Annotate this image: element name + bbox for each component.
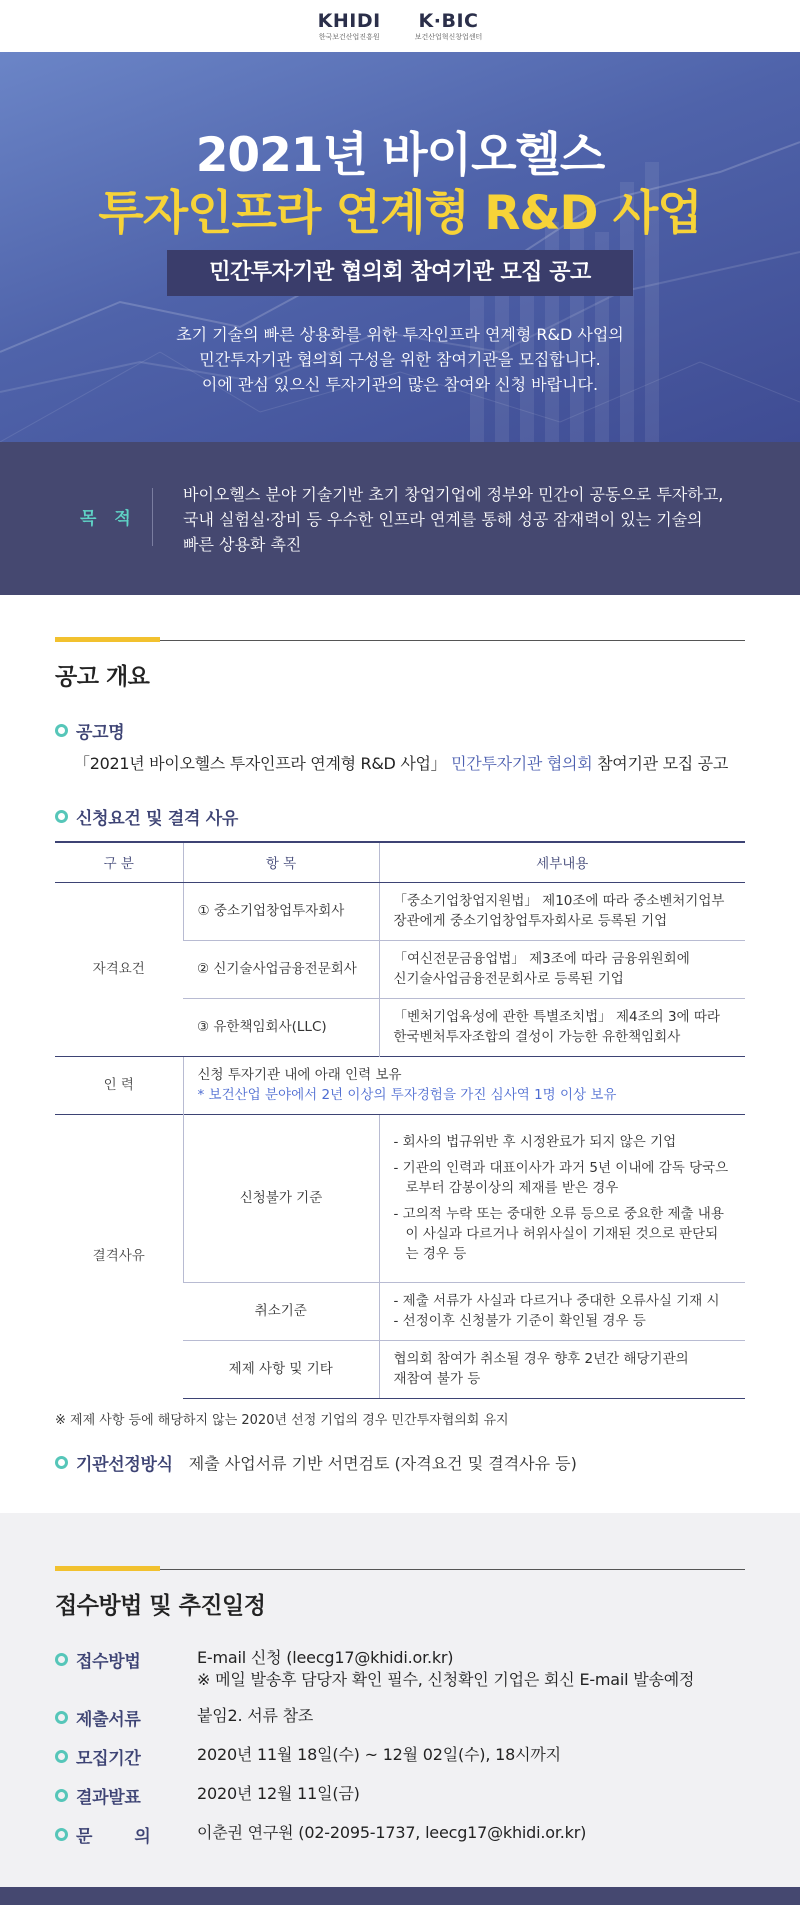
circle-bullet-icon bbox=[55, 1828, 68, 1841]
circle-bullet-icon bbox=[55, 810, 68, 823]
purpose-text-line: 국내 실험실·장비 등 우수한 인프라 연계를 통해 성공 잠재력이 있는 기술의 bbox=[183, 510, 703, 529]
hero-subtitle-banner: 민간투자기관 협의회 참여기관 모집 공고 bbox=[167, 250, 633, 296]
staff-detail bbox=[183, 1056, 745, 1114]
ineligible-label: 신청불가 기준 bbox=[183, 1114, 379, 1282]
notice-name-text bbox=[74, 751, 745, 774]
table-header-row bbox=[55, 842, 745, 882]
selection-method-row bbox=[55, 1450, 745, 1475]
schedule-row-documents bbox=[55, 1705, 745, 1730]
schedule-value bbox=[197, 1647, 694, 1691]
schedule-value-line: 이춘권 연구원 (02-2095-1737, leecg17@khidi.or.kr) bbox=[197, 1822, 587, 1842]
overview-title: 공고 개요 bbox=[55, 664, 150, 690]
table-header-detail: 세부내용 bbox=[379, 842, 745, 882]
requirements-heading bbox=[55, 804, 745, 829]
staff-detail-note: * 보건산업 분야에서 2년 이상의 투자경험을 가진 심사역 1명 이상 보유 bbox=[197, 1087, 617, 1103]
section-accent-bar bbox=[55, 637, 160, 642]
kbic-logo-mark: K·BIC bbox=[418, 9, 479, 32]
schedule-label bbox=[55, 1647, 197, 1672]
schedule-value-line: E-mail 신청 (leecg17@khidi.or.kr) bbox=[197, 1647, 454, 1667]
qual-detail-line: 신기술사업금융전문회사로 등록된 기업 bbox=[393, 971, 624, 987]
schedule-label-text: 제출서류 bbox=[76, 1709, 141, 1730]
hero-description-line: 민간투자기관 협의회 구성을 위한 참여기관을 모집합니다. bbox=[199, 350, 601, 369]
khidi-logo bbox=[317, 9, 381, 41]
requirements-heading-text: 신청요건 및 결격 사유 bbox=[76, 809, 238, 829]
qual-item: ① 중소기업창업투자회사 bbox=[183, 882, 379, 940]
cancel-detail bbox=[379, 1282, 745, 1340]
qual-detail bbox=[379, 998, 745, 1056]
circle-bullet-icon bbox=[55, 1653, 68, 1666]
hero-title-line1: 2021년 바이오헬스 bbox=[195, 128, 605, 183]
requirements-table bbox=[55, 841, 745, 1399]
schedule-label-text: 문 의 bbox=[76, 1826, 169, 1847]
schedule-label-text: 접수방법 bbox=[76, 1651, 141, 1672]
schedule-value-line: ※ 메일 발송후 담당자 확인 필수, 신청확인 기업은 회신 E-mail 발송예정 bbox=[197, 1669, 695, 1689]
notice-name-post: 참여기관 모집 공고 bbox=[597, 754, 728, 773]
staff-label: 인 력 bbox=[55, 1056, 183, 1114]
hero-description bbox=[0, 322, 800, 397]
circle-bullet-icon bbox=[55, 1711, 68, 1724]
purpose-text-line: 빠른 상용화 촉진 bbox=[183, 535, 302, 554]
hero-banner bbox=[0, 52, 800, 442]
qual-detail-line: 「중소기업창업지원법」 제10조에 따라 중소벤처기업부 bbox=[393, 893, 725, 909]
qual-detail bbox=[379, 882, 745, 940]
purpose-band bbox=[0, 442, 800, 595]
list-item: - 회사의 법규위반 후 시정완료가 되지 않은 기업 bbox=[393, 1134, 677, 1150]
qual-detail-line: 「벤처기업육성에 관한 특별조치법」 제4조의 3에 따라 bbox=[393, 1009, 720, 1025]
list-item: - 선정이후 신청불가 기준이 확인될 경우 등 bbox=[393, 1313, 646, 1329]
qual-item: ② 신기술사업금융전문회사 bbox=[183, 940, 379, 998]
other-label: 제제 사항 및 기타 bbox=[183, 1340, 379, 1398]
purpose-text bbox=[183, 482, 763, 557]
schedule-value-line: 2020년 12월 11일(금) bbox=[197, 1783, 360, 1803]
hero-title-line2: 투자인프라 연계형 R&D 사업 bbox=[98, 186, 702, 241]
schedule-value bbox=[197, 1822, 586, 1844]
cancel-label: 취소기준 bbox=[183, 1282, 379, 1340]
table-row bbox=[55, 1056, 745, 1114]
table-header-category: 구 분 bbox=[55, 842, 183, 882]
overview-section bbox=[0, 595, 800, 1475]
footer-bar bbox=[0, 1887, 800, 1905]
disqualification-label: 결격사유 bbox=[55, 1114, 183, 1398]
qual-item: ③ 유한책임회사(LLC) bbox=[183, 998, 379, 1056]
schedule-row-result bbox=[55, 1783, 745, 1808]
qual-detail-line: 「여신전문금융업법」 제3조에 따라 금융위원회에 bbox=[393, 951, 690, 967]
schedule-label bbox=[55, 1744, 197, 1769]
circle-bullet-icon bbox=[55, 1456, 68, 1469]
kbic-logo-subtitle: 보건산업혁신창업센터 bbox=[414, 32, 483, 41]
schedule-title: 접수방법 및 추진일정 bbox=[55, 1592, 266, 1619]
khidi-logo-subtitle: 한국보건산업진흥원 bbox=[318, 32, 380, 41]
schedule-label bbox=[55, 1783, 197, 1808]
staff-detail-line: 신청 투자기관 내에 아래 인력 보유 bbox=[197, 1067, 402, 1083]
qual-detail-line: 한국벤처투자조합의 결성이 가능한 유한책임회사 bbox=[393, 1029, 681, 1045]
purpose-text-line: 바이오헬스 분야 기술기반 초기 창업기업에 정부와 민간이 공동으로 투자하고, bbox=[183, 485, 724, 504]
schedule-label-text: 결과발표 bbox=[76, 1787, 141, 1808]
schedule-label-text: 모집기간 bbox=[76, 1748, 141, 1769]
purpose-divider bbox=[152, 488, 153, 546]
circle-bullet-icon bbox=[55, 1789, 68, 1802]
qual-detail-line: 장관에게 중소기업창업투자회사로 등록된 기업 bbox=[393, 913, 668, 929]
table-row bbox=[55, 882, 745, 940]
ineligible-detail bbox=[379, 1114, 745, 1282]
schedule-row-period bbox=[55, 1744, 745, 1769]
section-accent-bar bbox=[55, 1566, 160, 1571]
list-item: - 고의적 누락 또는 중대한 오류 등으로 중요한 제출 내용이 사실과 다르거나 허위사실이 기재된 것으로 판단되는 경우 등 bbox=[393, 1206, 724, 1262]
table-header-item: 항 목 bbox=[183, 842, 379, 882]
qualification-label: 자격요건 bbox=[55, 882, 183, 1056]
schedule-label bbox=[55, 1705, 197, 1730]
other-detail-line: 재참여 불가 등 bbox=[393, 1371, 481, 1387]
other-detail bbox=[379, 1340, 745, 1398]
logo-bar bbox=[0, 0, 800, 52]
kbic-logo bbox=[414, 9, 483, 41]
schedule-value bbox=[197, 1783, 360, 1805]
khidi-logo-mark: KHIDI bbox=[317, 9, 381, 32]
selection-method-heading-text: 기관선정방식 bbox=[76, 1454, 173, 1475]
hero-description-line: 이에 관심 있으신 투자기관의 많은 참여와 신청 바랍니다. bbox=[201, 375, 599, 394]
schedule-value bbox=[197, 1705, 313, 1727]
circle-bullet-icon bbox=[55, 724, 68, 737]
circle-bullet-icon bbox=[55, 1750, 68, 1763]
notice-name-heading-text: 공고명 bbox=[76, 723, 125, 743]
list-item: - 제출 서류가 사실과 다르거나 중대한 오류사실 기재 시 bbox=[393, 1293, 720, 1309]
hero-description-line: 초기 기술의 빠른 상용화를 위한 투자인프라 연계형 R&D 사업의 bbox=[176, 325, 624, 344]
schedule-section bbox=[0, 1513, 800, 1887]
list-item: - 기관의 인력과 대표이사가 과거 5년 이내에 감독 당국으로부터 감봉이상의 제재를 받은 경우 bbox=[393, 1160, 729, 1196]
purpose-label: 목 적 bbox=[80, 509, 137, 529]
other-detail-line: 협의회 참여가 취소될 경우 향후 2년간 해당기관의 bbox=[393, 1351, 689, 1367]
notice-name-pre: 「2021년 바이오헬스 투자인프라 연계형 R&D 사업」 bbox=[74, 754, 447, 773]
schedule-value-line: 2020년 11월 18일(수) ~ 12월 02일(수), 18시까지 bbox=[197, 1744, 561, 1764]
schedule-label bbox=[55, 1822, 197, 1847]
qual-detail bbox=[379, 940, 745, 998]
selection-method-heading bbox=[55, 1450, 173, 1475]
schedule-row-contact bbox=[55, 1822, 745, 1847]
table-footnote: ※ 제제 사항 등에 해당하지 않는 2020년 선정 기업의 경우 민간투자협의회 유지 bbox=[55, 1412, 509, 1428]
notice-name-heading bbox=[55, 718, 745, 743]
schedule-value-line: 붙임2. 서류 참조 bbox=[197, 1705, 314, 1725]
selection-method-value: 제출 사업서류 기반 서면검토 (자격요건 및 결격사유 등) bbox=[188, 1453, 577, 1473]
schedule-header bbox=[55, 1569, 745, 1633]
schedule-row-method bbox=[55, 1647, 745, 1691]
table-row bbox=[55, 1114, 745, 1282]
overview-header bbox=[55, 640, 745, 718]
notice-name-highlight: 민간투자기관 협의회 bbox=[451, 754, 593, 773]
schedule-value bbox=[197, 1744, 561, 1766]
